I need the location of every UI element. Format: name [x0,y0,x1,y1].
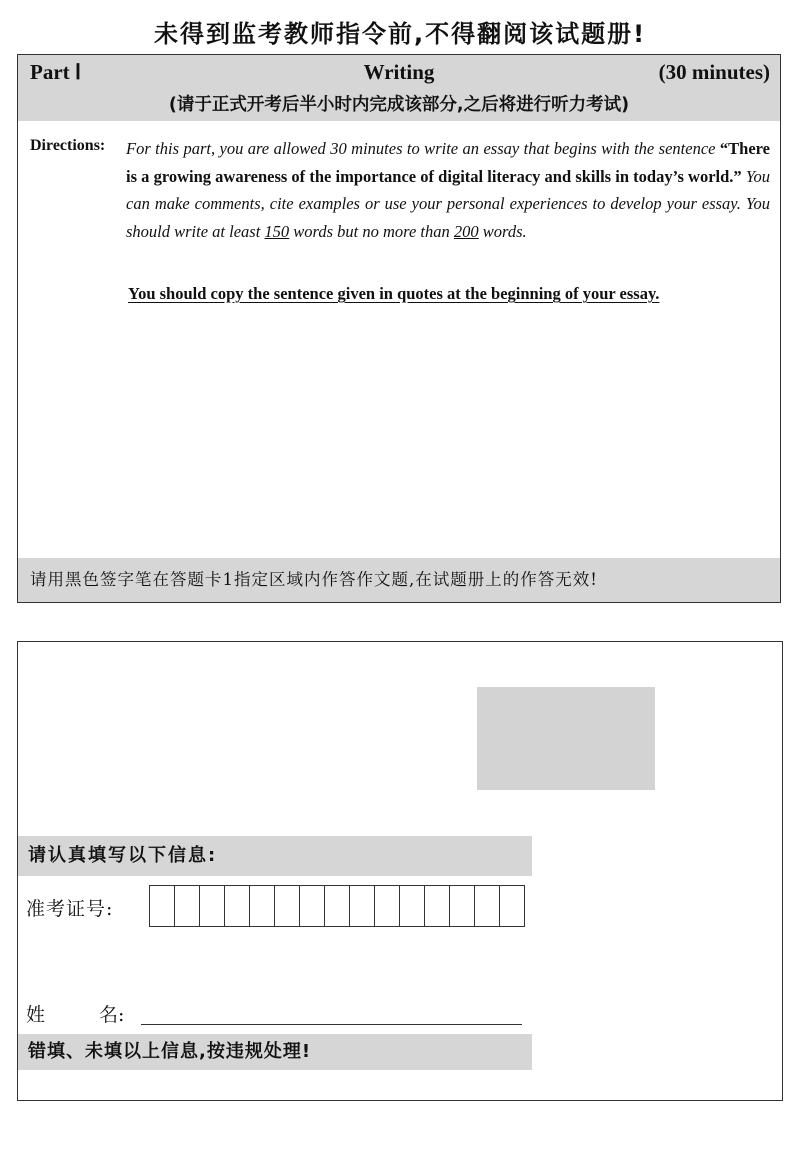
part-header [18,55,780,121]
top-warning: 未得到监考教师指令前,不得翻阅该试题册! [153,20,647,48]
directions-text-2: You can make comments, cite examples or use your personal experiences to develop your essay. You should write at least [126,166,770,241]
exam-id-digit-box[interactable] [375,885,400,927]
exam-id-digit-box[interactable] [250,885,275,927]
max-words: 200 [453,221,479,241]
exam-id-digit-box[interactable] [150,885,175,927]
name-label [26,1000,124,1027]
exam-id-digit-box[interactable] [400,885,425,927]
directions-text-3: words but no more than [289,221,454,241]
answer-sheet-note: 请用黑色签字笔在答题卡1指定区域内作答作文题,在试题册上的作答无效! [18,558,780,602]
part-title: Writing [363,60,435,84]
candidate-info-box [17,641,783,1101]
part-time: (30 minutes) [658,60,770,84]
barcode-placeholder [477,687,655,790]
exam-id-digit-box[interactable] [200,885,225,927]
exam-id-digit-box[interactable] [475,885,500,927]
writing-part-box [17,54,781,603]
exam-id-digit-box[interactable] [225,885,250,927]
exam-id-digit-box[interactable] [300,885,325,927]
error-note: 错填、未填以上信息,按违规处理! [18,1034,532,1070]
exam-id-label: 准考证号: [26,898,114,920]
exam-id-boxes[interactable] [149,885,525,927]
info-header: 请认真填写以下信息: [18,836,532,876]
name-label-surname: 姓 [26,1004,46,1026]
part-label: Part Ⅰ [30,60,82,84]
part-note: (请于正式开考后半小时内完成该部分,之后将进行听力考试) [168,95,630,115]
exam-id-digit-box[interactable] [275,885,300,927]
exam-id-digit-box[interactable] [425,885,450,927]
copy-instruction: You should copy the sentence given in quotes at the beginning of your essay. [128,284,660,303]
directions-label: Directions: [30,137,106,154]
exam-id-digit-box[interactable] [350,885,375,927]
name-field[interactable] [141,1024,522,1025]
directions-text-4: words. [478,221,527,241]
directions-text-1: For this part, you are allowed 30 minutes to write an essay that begins with the sentence [126,139,720,158]
name-label-given: 名: [99,1004,125,1026]
exam-id-digit-box[interactable] [450,885,475,927]
directions-text [126,135,770,245]
exam-id-digit-box[interactable] [500,885,525,927]
exam-id-digit-box[interactable] [175,885,200,927]
min-words: 150 [264,221,290,241]
essay-prompt-quote: “There is a growing awareness of the importance of digital literacy and skills in today’s world.” [126,139,770,186]
exam-id-digit-box[interactable] [325,885,350,927]
